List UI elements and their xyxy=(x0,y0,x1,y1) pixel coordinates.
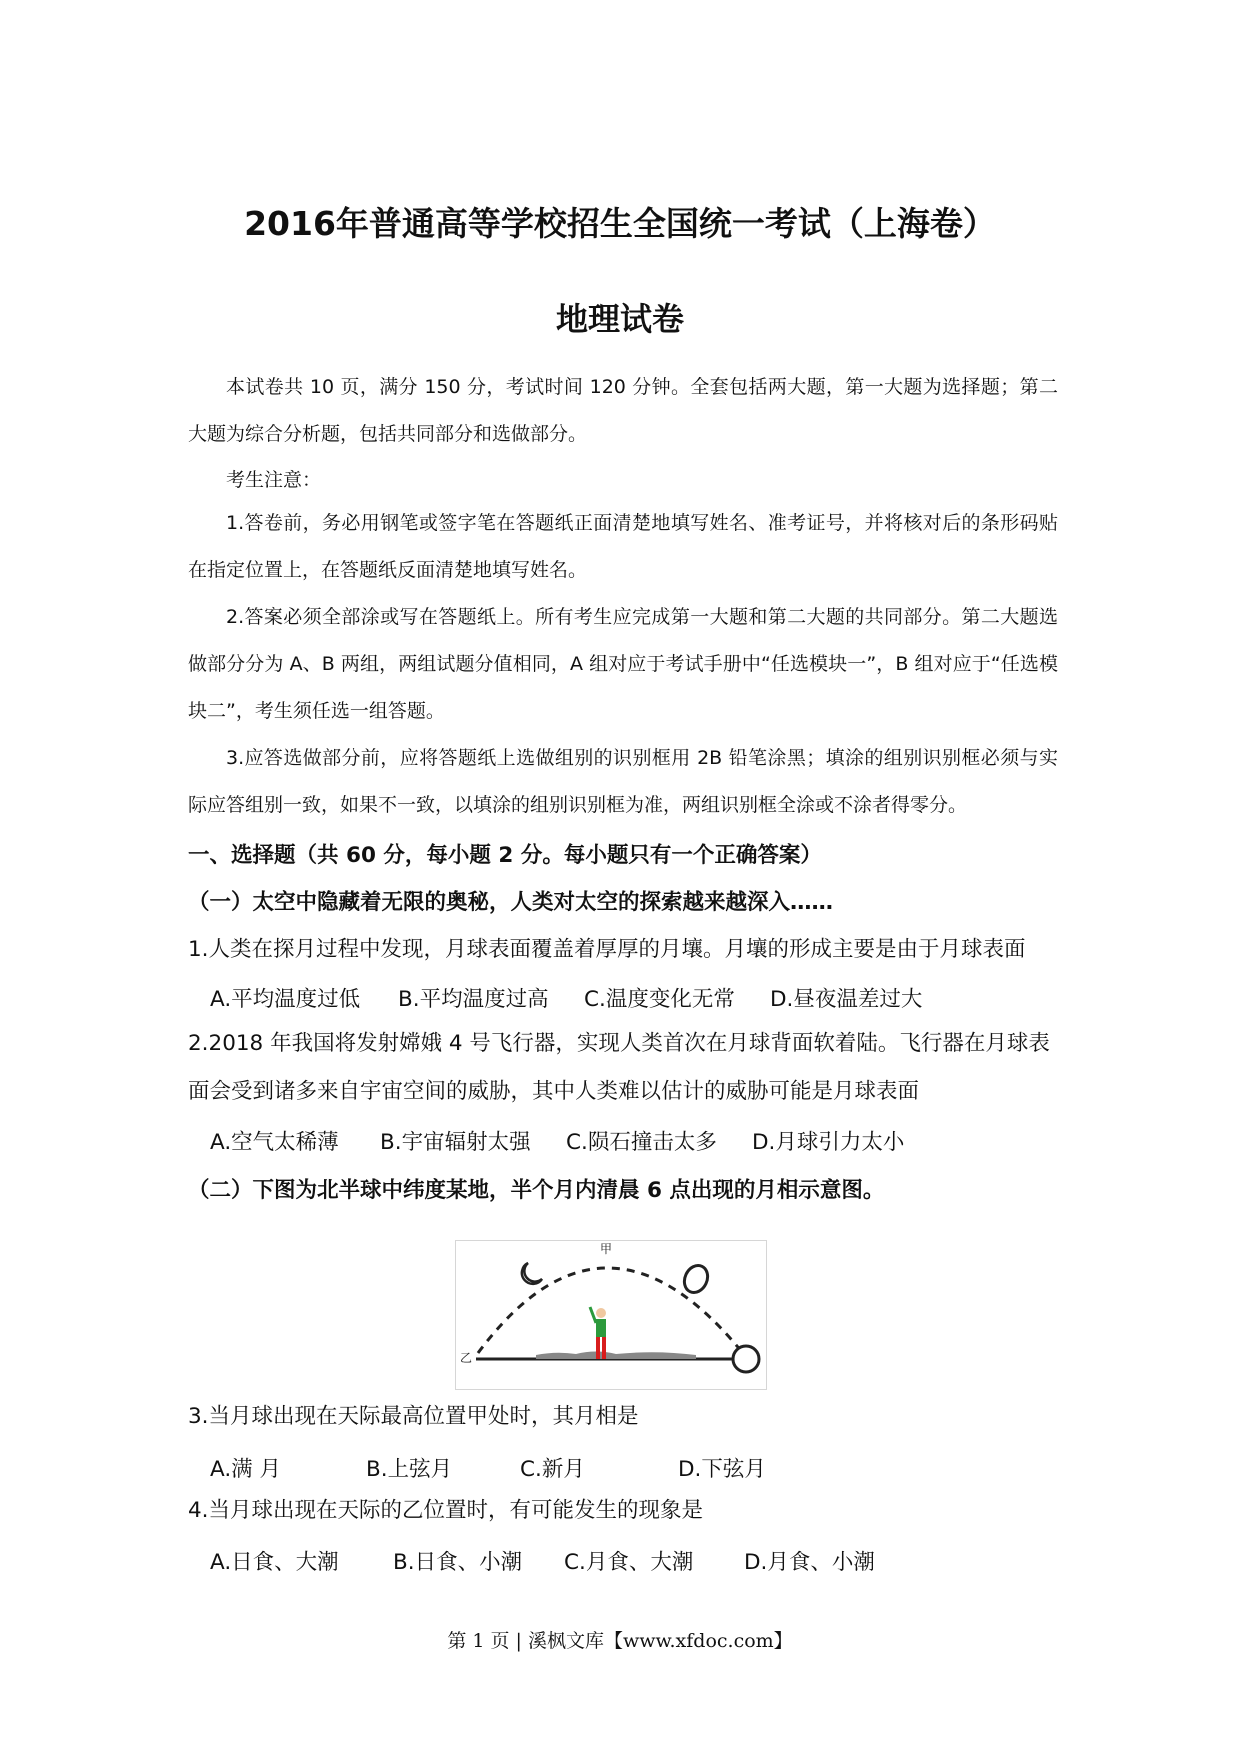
exam-title: 2016年普通高等学校招生全国统一考试（上海卷） xyxy=(244,204,996,243)
question-3-stem: 3.当月球出现在天际最高位置甲处时，其月相是 xyxy=(188,1404,639,1429)
label-yi: 乙 xyxy=(460,1351,473,1365)
question-2-stem: 2.2018 年我国将发射嫦娥 4 号飞行器，实现人类首次在月球背面软着陆。飞行器在月球表面会受到诸多来自宇宙空间的威胁，其中人类难以估计的威胁可能是月球表面 xyxy=(188,1031,1050,1104)
crescent-moon-icon xyxy=(522,1263,542,1284)
exam-subtitle: 地理试卷 xyxy=(555,300,684,338)
moon-gibbous-icon xyxy=(680,1262,712,1297)
option-b: B.上弦月 xyxy=(366,1457,453,1482)
question-1-options xyxy=(210,982,922,1013)
option-a: A.空气太稀薄 xyxy=(210,1130,339,1155)
option-d: D.下弦月 xyxy=(678,1457,766,1482)
option-b: B.日食、小潮 xyxy=(393,1550,523,1575)
option-d: D.昼夜温差过大 xyxy=(770,987,923,1012)
option-a: A.日食、大潮 xyxy=(210,1550,339,1575)
option-c: C.温度变化无常 xyxy=(584,987,735,1012)
notice-heading: 考生注意： xyxy=(226,469,322,491)
option-a: A.平均温度过低 xyxy=(210,987,361,1012)
option-b: B.平均温度过高 xyxy=(398,987,549,1012)
section-heading: 一、选择题（共 60 分，每小题 2 分。每小题只有一个正确答案） xyxy=(188,843,822,868)
question-3-options xyxy=(210,1452,766,1483)
option-c: C.新月 xyxy=(520,1457,585,1482)
option-a: A.满 月 xyxy=(210,1457,281,1482)
question-4-stem: 4.当月球出现在天际的乙位置时，有可能发生的现象是 xyxy=(188,1498,704,1523)
notice-item-1: 1.答卷前，务必用钢笔或签字笔在答题纸正面清楚地填写姓名、准考证号，并将核对后的条形码贴在指定位置上，在答题纸反面清楚地填写姓名。 xyxy=(188,512,1058,581)
observer-figure xyxy=(590,1307,606,1359)
moon-full-icon xyxy=(733,1346,759,1372)
option-d: D.月食、小潮 xyxy=(744,1550,875,1575)
notice-item-2: 2.答案必须全部涂或写在答题纸上。所有考生应完成第一大题和第二大题的共同部分。第二大题选做部分分为 A、B 两组，两组试题分值相同，A 组对应于考试手册中“任选模块一”，B 组对应于“任选模块二”，考生须任选一组答题。 xyxy=(188,606,1058,722)
option-c: C.陨石撞击太多 xyxy=(566,1130,717,1155)
notice-item-3: 3.应答选做部分前，应将答题纸上选做组别的识别框用 2B 铅笔涂黑；填涂的组别识别框必须与实际应答组别一致，如果不一致，以填涂的组别识别框为准，两组识别框全涂或不涂者得零分。 xyxy=(188,747,1058,816)
option-d: D.月球引力太小 xyxy=(752,1130,905,1155)
option-c: C.月食、大潮 xyxy=(564,1550,694,1575)
option-b: B.宇宙辐射太强 xyxy=(380,1130,531,1155)
label-jia: 甲 xyxy=(599,1242,613,1256)
page-footer: 第 1 页 | 溪枫文库【www.xfdoc.com】 xyxy=(447,1630,793,1652)
intro-paragraph: 本试卷共 10 页，满分 150 分，考试时间 120 分钟。全套包括两大题，第一大题为选择题；第二大题为综合分析题，包括共同部分和选做部分。 xyxy=(188,376,1058,445)
question-2-options xyxy=(210,1125,904,1156)
group-heading-2: （二）下图为北半球中纬度某地，半个月内清晨 6 点出现的月相示意图。 xyxy=(188,1178,885,1203)
question-1-stem: 1.人类在探月过程中发现，月球表面覆盖着厚厚的月壤。月壤的形成主要是由于月球表面 xyxy=(188,937,1026,962)
group-heading-1: （一）太空中隐藏着无限的奥秘，人类对太空的探索越来越深入…… xyxy=(188,890,834,915)
question-4-options xyxy=(210,1545,875,1576)
moon-phase-diagram xyxy=(455,1240,767,1390)
